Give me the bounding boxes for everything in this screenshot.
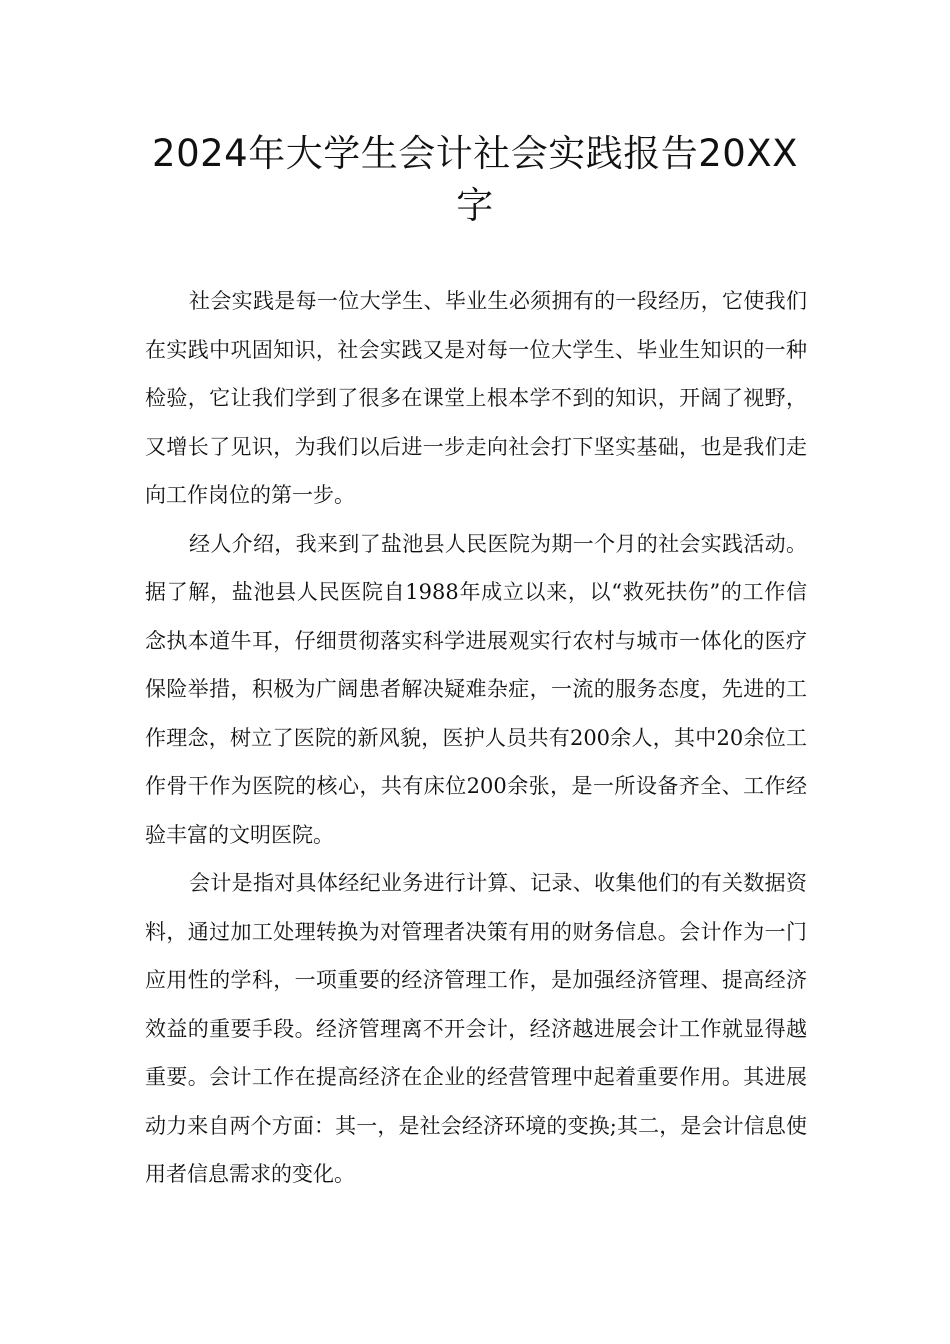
paragraph-hospital: 经人介绍，我来到了盐池县人民医院为期一个月的社会实践活动。据了解，盐池县人民医院自1988年成立以来，以“救死扶伤”的工作信念执本道牛耳，仔细贯彻落实科学进展观实行农村与城市一体化的医疗保险举措，积极为广阔患者解决疑难杂症，一流的服务态度，先进的工作理念，树立了医院的新风貌，医护人员共有200余人，其中20余位工作骨干作为医院的核心，共有床位200余张，是一所设备齐全、工作经验丰富的文明医院。 [145,531,807,847]
document-body [145,277,807,1199]
paragraph-intro: 社会实践是每一位大学生、毕业生必须拥有的一段经历，它使我们在实践中巩固知识，社会实践又是对每一位大学生、毕业生知识的一种检验，它让我们学到了很多在课堂上根本学不到的知识，开阔了视野，又增长了见识，为我们以后进一步走向社会打下坚实基础，也是我们走向工作岗位的第一步。 [145,289,807,507]
document-title: 2024年大学生会计社会实践报告20XX字 [152,132,798,227]
paragraph-accounting: 会计是指对具体经纪业务进行计算、记录、收集他们的有关数据资料，通过加工处理转换为对管理者决策有用的财务信息。会计作为一门应用性的学科，一项重要的经济管理工作，是加强经济管理、提高经济效益的重要手段。经济管理离不开会计，经济越进展会计工作就显得越重要。会计工作在提高经济在企业的经营管理中起着重要作用。其进展动力来自两个方面：其一，是社会经济环境的变换;其二，是会计信息使用者信息需求的变化。 [145,871,807,1186]
